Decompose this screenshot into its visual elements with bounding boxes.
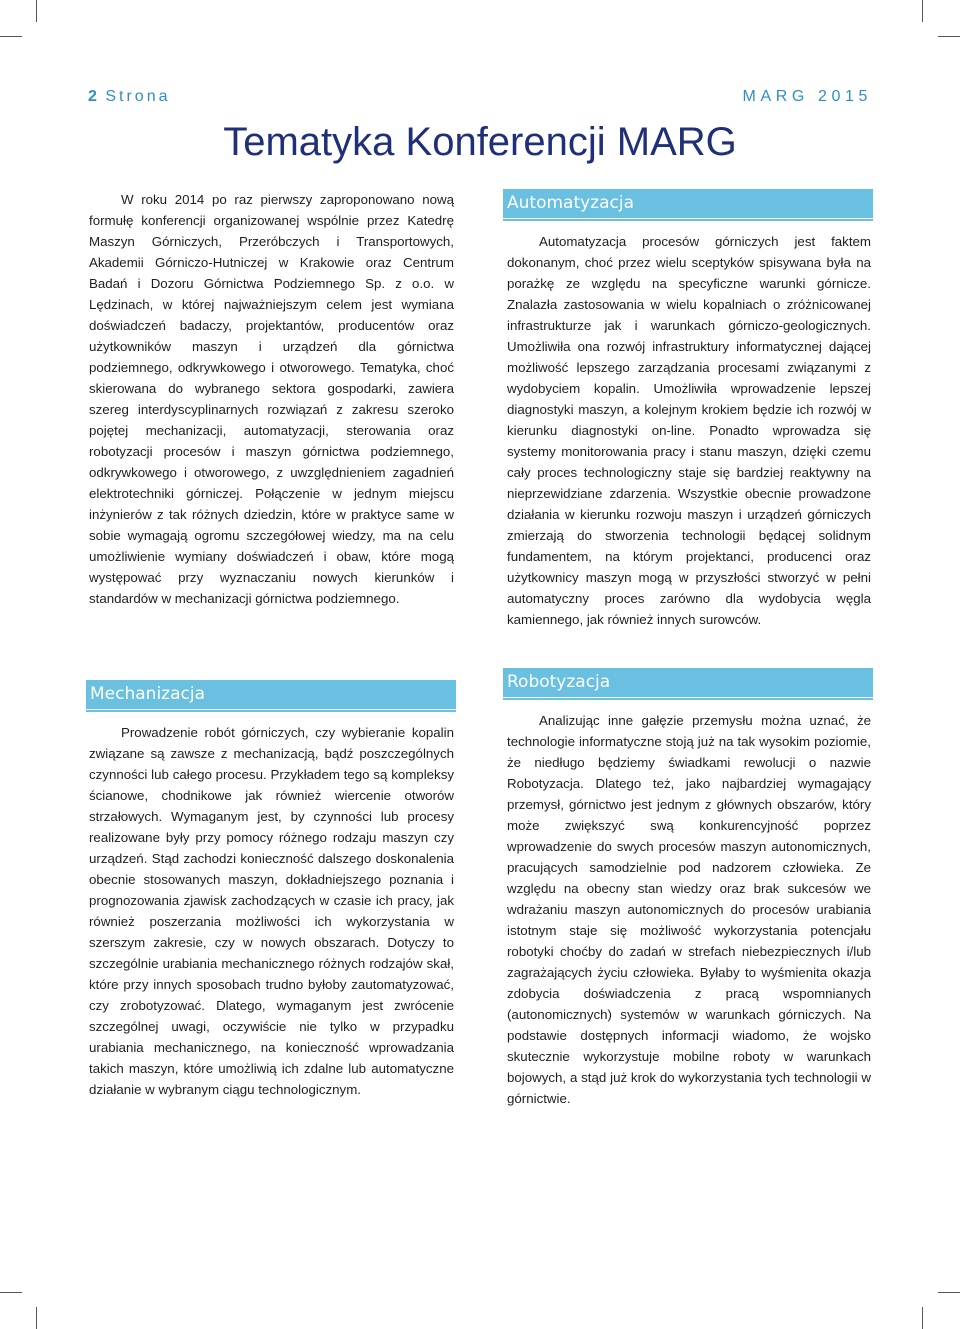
page-title: Tematyka Konferencji MARG — [223, 120, 737, 164]
mechanizacja-paragraph: Prowadzenie robót górniczych, czy wybieranie kopalin związane są zawsze z mechanizacją, bądź poszczególnych czynności lub całego procesu. Przykładem tego są kompleksy ścianowe, chodnikowe jak również wiercenie otworów strzałowych. Wymaganym jest, by czynności lub procesy realizowane były przy pomocy różnego rodzaju maszyn czy urządzeń. Stąd zachodzi konieczność dalszego doskonalenia obecnie stosowanych maszyn, dokładniejszego poznania i prognozowania zjawisk zachodzących w czasie ich pracy, jak również poszerzania możliwości ich wykorzystania w szerszym zakresie, czy w nowych obszarach. Dotyczy to szczególnie urabiania mechanicznego różnych rodzajów skał, które przy innych sposobach trudno byłoby zautomatyzować, czy zrobotyzować. Dlatego, wymaganym jest zwrócenie szczególnej uwagi, oczywiście nie tylko w przypadku urabiania mechanicznego, na konieczność wprowadzania takich maszyn, które umożliwią ich zdalne lub automatyczne działanie w wybranym ciągu technologicznym. — [89, 725, 454, 1097]
automatyzacja-paragraph: Automatyzacja procesów górniczych jest faktem dokonanym, choć przez wielu sceptyków spisywana była na porażkę ze względu na specyficzne warunki górnicze. Znalazła zastosowania w wielu kopalniach o zróżnicowanej infrastrukturze jak i warunkach górniczo-geologicznych. Umożliwiła ona rozwój infrastruktury informatycznej dającej możliwość lepszego zarządzania procesami związanymi z wydobyciem kopalin. Umożliwiła wprowadzenie lepszej diagnostyki maszyn, a kolejnym krokiem będzie ich rozwój w kierunku diagnostyki on-line. Ponadto wprowadza się systemy monitorowania pracy i stanu maszyn, dzięki czemu cały proces technologiczny staje się bardziej reaktywny na nieprzewidziane zdarzenia. Wszystkie obecnie prowadzone działania w kierunku rozwoju maszyn i urządzeń górniczych zmierzają do stworzenia technologii będącej solidnym fundamentem, na którym projektanci, producenci oraz użytkownicy maszyn mogą w przyszłości stworzyć w pełni automatyczny proces zarówno dla wydobycia węgla kamiennego, jak również innych surowców. — [507, 234, 871, 627]
crop-mark — [938, 36, 960, 37]
page-number-value: 2 — [88, 88, 98, 105]
crop-mark — [0, 1292, 22, 1293]
intro-paragraph: W roku 2014 po raz pierwszy zaproponowano nową formułę konferencji organizowanej wspólnie przez Katedrę Maszyn Górniczych, Przeróbczych i Transportowych, Akademii Górniczo-Hutniczej w Krakowie oraz Centrum Badań i Dozoru Górnictwa Podziemnego Sp. z o.o. w Lędzinach, w której najważniejszym celem jest wymiana doświadczeń badaczy, projektantów, producentów oraz użytkowników maszyn i urządzeń dla górnictwa podziemnego, odkrywkowego i otworowego. Tematyka, choć skierowana do wybranego sektora gospodarki, zawiera szereg interdyscyplinarnych rozwiązań z zakresu szeroko pojętej mechanizacji, automatyzacji, sterowania oraz robotyzacji procesów i maszyn górnictwa podziemnego, odkrywkowego i otworowego, z uwzględnieniem zagadnień elektrotechniki górniczej. Połączenie w jednym miejscu inżynierów z tak różnych dziedzin, które w praktyce same w sobie wymagają ogromu szczegółowej wiedzy, ma na celu umożliwienie wymiany doświadczeń i obaw, które mogą występować przy wyznaczaniu nowych kierunków i standardów w mechanizacji górnictwa podziemnego. — [89, 192, 454, 606]
page-label: Strona — [105, 88, 171, 105]
page-header — [88, 88, 872, 110]
automatyzacja-column — [507, 231, 871, 630]
section-heading-robotyzacja: Robotyzacja — [503, 668, 873, 697]
robotyzacja-paragraph: Analizując inne gałęzie przemysłu można uznać, że technologie informatyczne stoją już na tak wysokim poziomie, że niedługo będziemy świadkami rewolucji o nazwie Robotyzacja. Dlatego też, jako najbardziej wymagający przemysł, górnictwo jest jednym z głównych obszarów, który może zwiększyć swą konkurencyjność poprzez wprowadzenie do swych procesów maszyn autonomicznych, pracujących samodzielnie pod nadzorem człowieka. Ze względu na obecny stan wiedzy oraz brak sukcesów we wdrażaniu maszyn autonomicznych do procesów urabiania istotnym staje się możliwość wykorzystania potencjału robotyki choćby do zadań w strefach niebezpiecznych i/lub zagrażających życiu człowieka. Byłaby to wyśmienita okazja zdobycia doświadczenia z pracą wspomnianych (autonomicznych) systemów w warunkach górniczych. Na podstawie dostępnych informacji wiadomo, że wojsko skutecznie wykorzystuje mobilne roboty w warunkach bojowych, a stąd już krok do wykorzystania tych technologii w górnictwie. — [507, 713, 871, 1106]
crop-mark — [922, 1307, 923, 1329]
crop-mark — [922, 0, 923, 22]
page-number — [88, 88, 171, 106]
crop-mark — [938, 1292, 960, 1293]
robotyzacja-column — [507, 710, 871, 1109]
intro-column — [89, 189, 454, 609]
crop-mark — [36, 1307, 37, 1329]
mechanizacja-column — [89, 722, 454, 1100]
crop-mark — [0, 36, 22, 37]
section-heading-mechanizacja: Mechanizacja — [86, 680, 456, 709]
crop-mark — [36, 0, 37, 22]
section-heading-automatyzacja: Automatyzacja — [503, 189, 873, 218]
publication-name: MARG 2015 — [742, 88, 872, 105]
